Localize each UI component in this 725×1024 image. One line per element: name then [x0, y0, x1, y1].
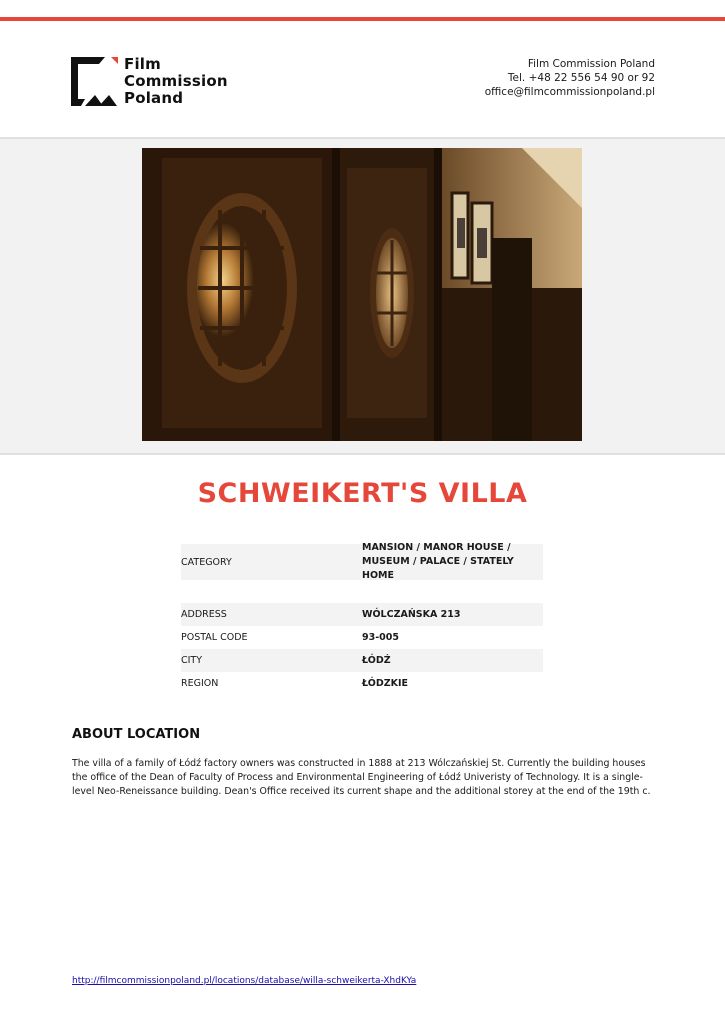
location-photo: [142, 148, 582, 441]
detail-row-category: [181, 544, 543, 580]
detail-row-region: [181, 672, 543, 695]
detail-row-city: [181, 649, 543, 672]
detail-row-address: [181, 603, 543, 626]
detail-value: 93-005: [362, 631, 399, 643]
contact-email[interactable]: office@filmcommissionpoland.pl: [484, 86, 655, 98]
detail-label: POSTAL CODE: [181, 632, 248, 643]
top-accent-rule: [0, 17, 725, 21]
logo-line-2: Commission: [124, 72, 228, 90]
detail-label: CITY: [181, 655, 203, 666]
detail-row-postal-code: [181, 626, 543, 649]
location-details-table: [181, 544, 543, 695]
detail-value: ŁÓDŹ: [362, 654, 391, 666]
detail-label: REGION: [181, 678, 219, 689]
detail-value: WÓLCZAŃSKA 213: [362, 608, 461, 620]
logo-line-3: Poland: [124, 89, 184, 107]
contact-block: [485, 57, 655, 99]
contact-phone: Tel. +48 22 556 54 90 or 92: [507, 72, 655, 84]
location-title: SCHWEIKERT'S VILLA: [197, 478, 528, 509]
film-commission-poland-logo: [69, 55, 239, 109]
logo-line-1: Film: [124, 55, 161, 73]
about-heading: ABOUT LOCATION: [72, 727, 201, 742]
logo-frame-icon: [69, 55, 119, 107]
about-text: The villa of a family of Łódź factory owners was constructed in 1888 at 213 Wólczańskiej St. Currently the building houses the office of the Dean of Faculty of Process and Environmental Engineering of Łódź Univeristy of Technology. It is a single-level Neo-Reneissance building. Dean's Office received its current shape and the additional storey at the end of the 19th c.: [72, 758, 651, 797]
location-url-link[interactable]: http://filmcommissionpoland.pl/locations/database/willa-schweikerta-XhdKYa: [72, 976, 417, 986]
detail-label: CATEGORY: [181, 556, 232, 568]
detail-value: ŁÓDZKIE: [362, 677, 408, 689]
contact-org: Film Commission Poland: [527, 58, 655, 70]
detail-value: MANSION / MANOR HOUSE / MUSEUM / PALACE / STATELY HOME: [362, 542, 514, 581]
detail-label: ADDRESS: [181, 609, 227, 620]
